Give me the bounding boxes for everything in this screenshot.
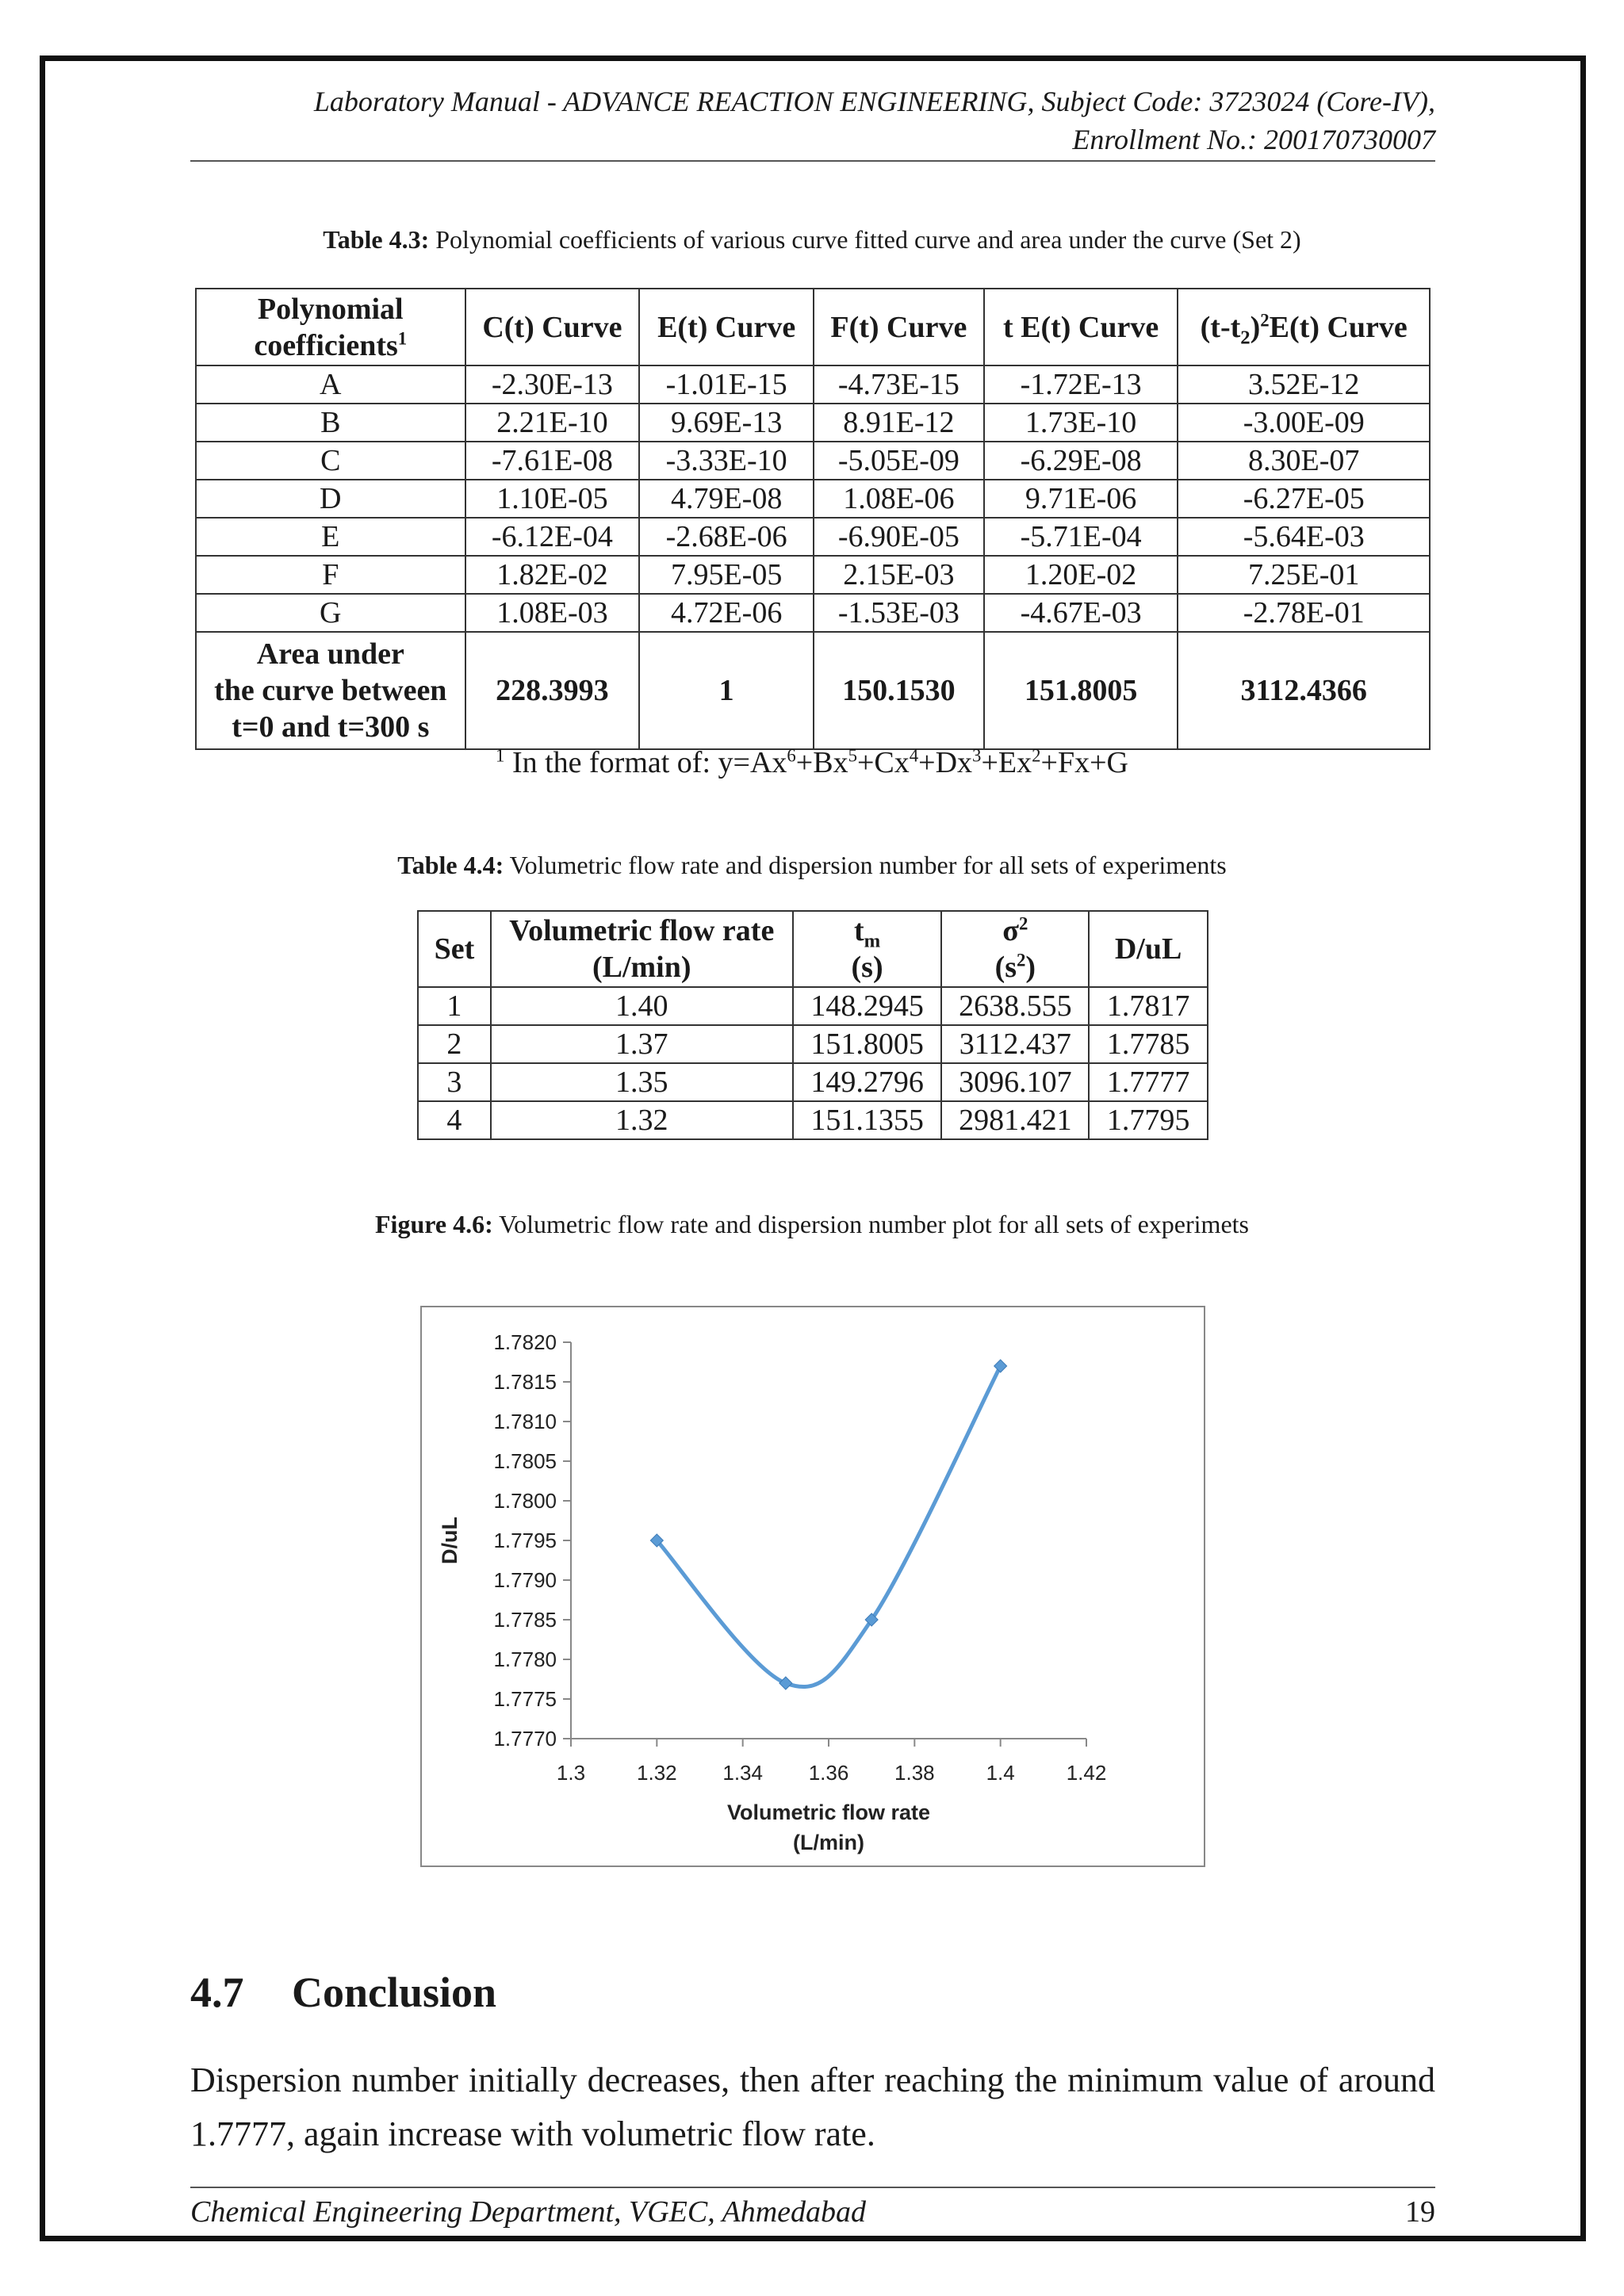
- area-value-variance: 3112.4366: [1178, 632, 1430, 749]
- table-cell: 1.10E-05: [465, 480, 640, 518]
- table-cell: A: [196, 365, 465, 404]
- table-4-3-caption-label: Table 4.3:: [323, 225, 430, 254]
- header-tet-curve: t E(t) Curve: [984, 289, 1178, 365]
- x-axis-label: Volumetric flow rate: [726, 1800, 931, 1824]
- table-cell: 2.15E-03: [814, 556, 984, 594]
- table-cell: 2981.421: [941, 1101, 1089, 1139]
- table-cell: 151.1355: [793, 1101, 942, 1139]
- table-4-3-caption-text: Polynomial coefficients of various curve fitted curve and area under the curve (Set 2): [435, 225, 1301, 254]
- table-4-3-footnote: $^1$ In the format of: $y=Ax^6+Bx^5+Cx^4+Dx^3+Ex^2+Fx+G$: [496, 745, 1128, 779]
- table-cell: 1.7817: [1089, 987, 1208, 1025]
- y-tick-label: 1.7795: [493, 1529, 557, 1552]
- dispersion-chart: [420, 1306, 1205, 1867]
- y-tick-label: 1.7810: [493, 1410, 557, 1433]
- table-cell: 1.08E-03: [465, 594, 640, 632]
- y-tick-label: 1.7770: [493, 1727, 557, 1751]
- header-sigma-squared: $\sigma^2$ $(s^2)$: [941, 911, 1089, 987]
- x-axis-unit-label: (L/min): [793, 1831, 864, 1854]
- x-tick-label: 1.38: [894, 1761, 935, 1785]
- header-volumetric-flow-rate: Volumetric flow rate (L/min): [491, 911, 793, 987]
- y-tick-label: 1.7815: [493, 1370, 557, 1394]
- table-cell: 4: [418, 1101, 491, 1139]
- table-cell: -5.05E-09: [814, 442, 984, 480]
- header-rule: [190, 160, 1435, 162]
- y-tick-label: 1.7820: [493, 1330, 557, 1354]
- area-under-curve-row: [196, 632, 1430, 749]
- table-row: [196, 556, 1430, 594]
- table-header-row: [418, 911, 1208, 987]
- table-cell: 9.69E-13: [639, 404, 814, 442]
- table-cell: 1: [418, 987, 491, 1025]
- table-cell: 1.7785: [1089, 1025, 1208, 1063]
- section-title: Conclusion: [292, 1969, 497, 2016]
- chart-svg: [422, 1307, 1204, 1866]
- header-variance-curve: $(t-t_2)^2E(t)$ Curve: [1178, 289, 1430, 365]
- figure-4-6-caption: [0, 1210, 1624, 1239]
- y-tick-label: 1.7805: [493, 1449, 557, 1473]
- table-cell: 4.79E-08: [639, 480, 814, 518]
- x-tick-label: 1.36: [808, 1761, 849, 1785]
- x-tick-label: 1.32: [637, 1761, 677, 1785]
- table-cell: -7.61E-08: [465, 442, 640, 480]
- running-header-line2: Enrollment No.: 200170730007: [1072, 124, 1435, 155]
- section-heading: [190, 1968, 496, 2017]
- table-cell: D: [196, 480, 465, 518]
- conclusion-paragraph: Dispersion number initially decreases, then after reaching the minimum value of around 1.7777, again increase with volumetric flow rate.: [190, 2061, 1435, 2153]
- table-row: [196, 480, 1430, 518]
- table-cell: -3.33E-10: [639, 442, 814, 480]
- table-row: [418, 1063, 1208, 1101]
- header-dul: D/uL: [1089, 911, 1208, 987]
- page-number: 19: [1405, 2195, 1435, 2229]
- section-number: 4.7: [190, 1969, 244, 2016]
- table-4-4-caption: [0, 851, 1624, 880]
- table-cell: G: [196, 594, 465, 632]
- area-label-cell: Area under the curve between t=0 and t=300 s: [196, 632, 465, 749]
- table-cell: -5.71E-04: [984, 518, 1178, 556]
- table-row: [196, 404, 1430, 442]
- table-cell: -6.29E-08: [984, 442, 1178, 480]
- table-cell: 3112.437: [941, 1025, 1089, 1063]
- table-4-4-caption-text: Volumetric flow rate and dispersion number for all sets of experiments: [509, 851, 1227, 879]
- y-tick-label: 1.7780: [493, 1647, 557, 1671]
- x-tick-label: 1.42: [1066, 1761, 1107, 1785]
- table-cell: -3.00E-09: [1178, 404, 1430, 442]
- table-cell: -1.53E-03: [814, 594, 984, 632]
- table-cell: 7.95E-05: [639, 556, 814, 594]
- table-4-4-caption-label: Table 4.4:: [397, 851, 504, 879]
- table-cell: -2.30E-13: [465, 365, 640, 404]
- table-4-3-caption: [0, 225, 1624, 254]
- table-cell: 148.2945: [793, 987, 942, 1025]
- table-cell: 2638.555: [941, 987, 1089, 1025]
- footer-department: Chemical Engineering Department, VGEC, Ahmedabad: [190, 2195, 867, 2229]
- table-row: [196, 365, 1430, 404]
- table-cell: 7.25E-01: [1178, 556, 1430, 594]
- table-cell: 4.72E-06: [639, 594, 814, 632]
- area-value-tet: 151.8005: [984, 632, 1178, 749]
- table-cell: 3: [418, 1063, 491, 1101]
- flow-rate-dispersion-table: [417, 910, 1208, 1140]
- table-header-row: [196, 289, 1430, 365]
- table-cell: C: [196, 442, 465, 480]
- table-cell: -2.68E-06: [639, 518, 814, 556]
- table-cell: 3096.107: [941, 1063, 1089, 1101]
- table-row: [418, 987, 1208, 1025]
- header-polynomial-coefficients: Polynomial coefficients$^1$: [196, 289, 465, 365]
- running-header-line1: Laboratory Manual - ADVANCE REACTION ENGINEERING, Subject Code: 3723024 (Core-IV),: [313, 86, 1435, 117]
- table-cell: -1.01E-15: [639, 365, 814, 404]
- table-cell: 2.21E-10: [465, 404, 640, 442]
- x-tick-label: 1.3: [556, 1761, 586, 1785]
- table-cell: 1.20E-02: [984, 556, 1178, 594]
- area-value-et: 1: [639, 632, 814, 749]
- header-ct-curve: C(t) Curve: [465, 289, 640, 365]
- area-value-ct: 228.3993: [465, 632, 640, 749]
- header-set: Set: [418, 911, 491, 987]
- table-cell: 1.37: [491, 1025, 793, 1063]
- table-cell: 2: [418, 1025, 491, 1063]
- table-cell: -5.64E-03: [1178, 518, 1430, 556]
- table-cell: 1.73E-10: [984, 404, 1178, 442]
- table-cell: 8.91E-12: [814, 404, 984, 442]
- table-cell: 1.40: [491, 987, 793, 1025]
- table-row: [418, 1025, 1208, 1063]
- table-cell: 1.08E-06: [814, 480, 984, 518]
- table-cell: 3.52E-12: [1178, 365, 1430, 404]
- table-cell: F: [196, 556, 465, 594]
- area-value-ft: 150.1530: [814, 632, 984, 749]
- table-row: [196, 442, 1430, 480]
- table-cell: 149.2796: [793, 1063, 942, 1101]
- data-point: [779, 1677, 792, 1689]
- table-cell: -2.78E-01: [1178, 594, 1430, 632]
- table-cell: 1.7777: [1089, 1063, 1208, 1101]
- table-cell: 9.71E-06: [984, 480, 1178, 518]
- table-cell: 1.35: [491, 1063, 793, 1101]
- table-row: [196, 518, 1430, 556]
- x-tick-label: 1.34: [722, 1761, 763, 1785]
- table-row: [418, 1101, 1208, 1139]
- table-cell: 1.7795: [1089, 1101, 1208, 1139]
- table-cell: -1.72E-13: [984, 365, 1178, 404]
- table-cell: 1.82E-02: [465, 556, 640, 594]
- footer-rule: [190, 2187, 1435, 2188]
- table-cell: B: [196, 404, 465, 442]
- table-row: [196, 594, 1430, 632]
- table-cell: -6.12E-04: [465, 518, 640, 556]
- table-cell: E: [196, 518, 465, 556]
- header-ft-curve: F(t) Curve: [814, 289, 984, 365]
- series-line: [657, 1366, 1000, 1687]
- header-tm: $t_m$ (s): [793, 911, 942, 987]
- table-cell: -4.67E-03: [984, 594, 1178, 632]
- table-cell: 1.32: [491, 1101, 793, 1139]
- x-tick-label: 1.4: [986, 1761, 1015, 1785]
- y-tick-label: 1.7785: [493, 1608, 557, 1632]
- y-tick-label: 1.7800: [493, 1489, 557, 1513]
- figure-4-6-caption-text: Volumetric flow rate and dispersion number plot for all sets of experimets: [499, 1210, 1249, 1238]
- data-point: [994, 1360, 1007, 1372]
- table-cell: 151.8005: [793, 1025, 942, 1063]
- y-tick-label: 1.7775: [493, 1687, 557, 1711]
- figure-4-6-caption-label: Figure 4.6:: [375, 1210, 493, 1238]
- table-cell: -4.73E-15: [814, 365, 984, 404]
- polynomial-coefficients-table: [195, 288, 1431, 750]
- header-et-curve: E(t) Curve: [639, 289, 814, 365]
- y-axis-label: D/uL: [438, 1517, 462, 1564]
- table-cell: 8.30E-07: [1178, 442, 1430, 480]
- table-cell: -6.90E-05: [814, 518, 984, 556]
- y-tick-label: 1.7790: [493, 1568, 557, 1592]
- table-cell: -6.27E-05: [1178, 480, 1430, 518]
